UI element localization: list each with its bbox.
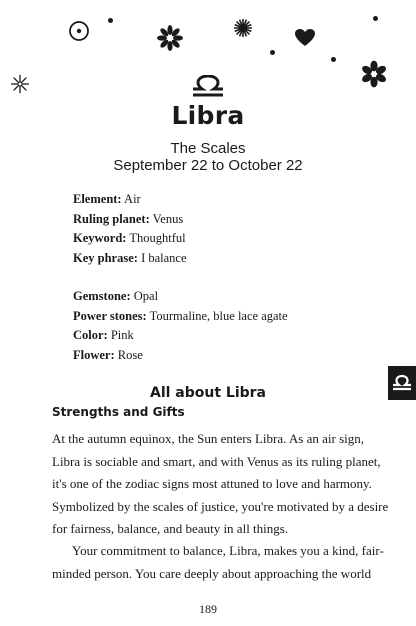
text-line: it's one of the zodiac signs most attuned to love and harmony. bbox=[52, 476, 372, 491]
fact-value: Thoughtful bbox=[126, 231, 186, 245]
dot-decoration bbox=[373, 16, 378, 21]
text-line: Symbolized by the scales of justice, you're motivated by a desire bbox=[52, 498, 389, 514]
sign-subtitle: The Scales bbox=[170, 140, 246, 157]
fact-label: Flower: bbox=[73, 347, 115, 362]
fact-row bbox=[73, 346, 288, 366]
text-line: Libra is sociable and smart, and with Venus as its ruling planet, bbox=[52, 453, 381, 469]
fact-row bbox=[73, 229, 187, 249]
fact-label: Key phrase: bbox=[73, 250, 138, 265]
fact-value: Tourmaline, blue lace agate bbox=[146, 308, 288, 323]
fact-row bbox=[73, 287, 288, 307]
fact-value: Venus bbox=[149, 211, 184, 226]
fact-value: Pink bbox=[107, 328, 134, 342]
dot-decoration bbox=[270, 50, 275, 55]
fact-label: Gemstone: bbox=[73, 289, 131, 303]
text-line: minded person. You care deeply about approaching the world bbox=[52, 565, 372, 581]
fact-value: Opal bbox=[130, 289, 159, 303]
paragraph-2 bbox=[52, 540, 384, 585]
heart-icon bbox=[295, 29, 315, 47]
page-number: 189 bbox=[199, 602, 217, 616]
fact-value: Rose bbox=[114, 347, 143, 362]
page-title: Libra bbox=[171, 101, 245, 130]
fact-value: Air bbox=[121, 192, 141, 206]
dot-decoration bbox=[331, 57, 336, 62]
text-line: for fairness, balance, and beauty in all things. bbox=[52, 521, 289, 536]
text-line: At the autumn equinox, the Sun enters Libra. As an air sign, bbox=[52, 431, 364, 446]
fact-label: Element: bbox=[73, 192, 122, 206]
fact-label: Color: bbox=[73, 328, 108, 342]
facts-group-2 bbox=[73, 287, 288, 365]
dot-decoration bbox=[108, 18, 113, 23]
fact-value: I balance bbox=[137, 250, 187, 265]
fact-row bbox=[73, 307, 288, 327]
sun-symbol-icon bbox=[68, 20, 90, 42]
facts-group-1 bbox=[73, 190, 187, 268]
fact-row bbox=[73, 210, 187, 230]
sign-dates: September 22 to October 22 bbox=[113, 157, 303, 174]
fact-label: Ruling planet: bbox=[73, 211, 150, 226]
fact-label: Power stones: bbox=[73, 308, 147, 323]
sub-heading: Strengths and Gifts bbox=[52, 405, 185, 419]
text-line: Your commitment to balance, Libra, makes you a kind, fair- bbox=[72, 543, 384, 558]
libra-glyph-icon bbox=[0, 75, 416, 102]
section-title: All about Libra bbox=[149, 385, 267, 401]
paragraph-1 bbox=[52, 428, 389, 541]
starburst-icon bbox=[233, 18, 253, 38]
libra-tab-icon bbox=[388, 366, 416, 400]
flower-icon bbox=[156, 24, 184, 52]
fact-label: Keyword: bbox=[73, 231, 127, 245]
fact-row bbox=[73, 190, 187, 210]
fact-row bbox=[73, 326, 288, 346]
fact-row bbox=[73, 249, 187, 269]
